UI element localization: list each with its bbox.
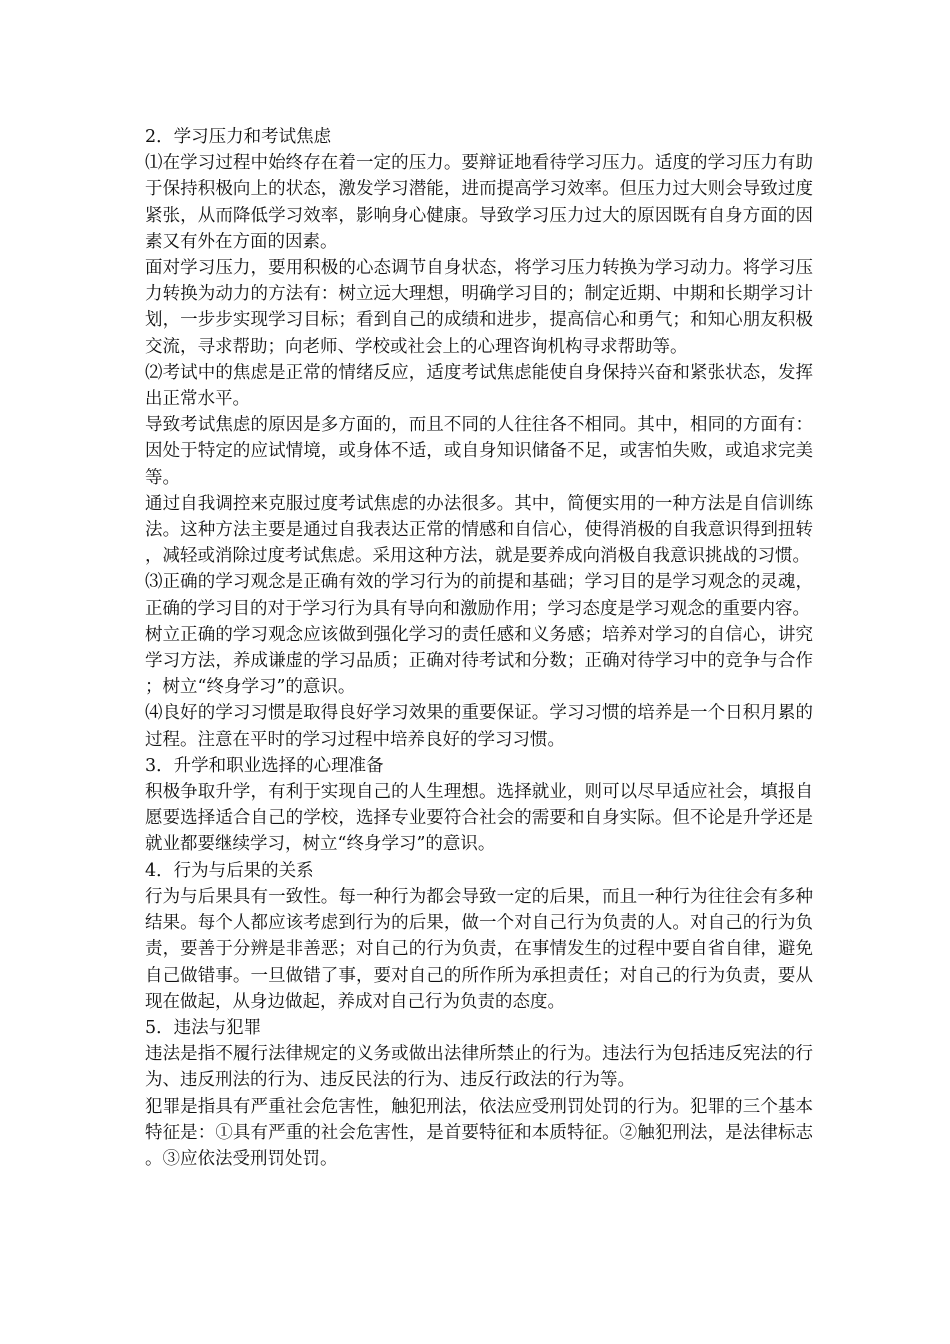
paragraph-exam-anxiety-methods: 通过自我调控来克服过度考试焦虑的办法很多。其中，简便实用的一种方法是自信训练法。这种方法主要是通过自我表达正常的情感和自信心，使得消极的自我意识得到扭转，减轻或消除过度考试焦虑。采用这种方法，就是要养成向消极自我意识挑战的习惯。	[145, 493, 813, 567]
paragraph-learning-habits: ⑷良好的学习习惯是取得良好学习效果的重要保证。学习习惯的培养是一个日积月累的过程。注意在平时的学习过程中培养良好的学习习惯。	[145, 703, 813, 750]
paragraph-crime-definition: 犯罪是指具有严重社会危害性，触犯刑法，依法应受刑罚处罚的行为。犯罪的三个基本特征是：①具有严重的社会危害性，是首要特征和本质特征。②触犯刑法，是法律标志。③应依法受刑罚处罚。	[145, 1096, 813, 1169]
document-body	[145, 124, 813, 1172]
paragraph-learning-concept: ⑶正确的学习观念是正确有效的学习行为的前提和基础；学习目的是学习观念的灵魂，正确的学习目的对于学习行为具有导向和激励作用；学习态度是学习观念的重要内容。	[145, 572, 813, 619]
paragraph-pressure-methods: 面对学习压力，要用积极的心态调节自身状态，将学习压力转换为学习动力。将学习压力转换为动力的方法有：树立远大理想，明确学习目的；制定近期、中期和长期学习计划，一步步实现学习目标；看到自己的成绩和进步，提高信心和勇气；和知心朋友积极交流，寻求帮助；向老师、学校或社会上的心理咨询机构寻求帮助等。	[145, 258, 813, 357]
paragraph-behavior-consequence: 行为与后果具有一致性。每一种行为都会导致一定的后果，而且一种行为往往会有多种结果。每个人都应该考虑到行为的后果，做一个对自己行为负责的人。对自己的行为负责，要善于分辨是非善恶；对自己的行为负责，在事情发生的过程中要自省自律，避免自己做错事。一旦做错了事，要对自己的所作所为承担责任；对自己的行为负责，要从现在做起，从身边做起，养成对自己行为负责的态度。	[145, 886, 813, 1012]
section-heading-learning-pressure: 2．学习压力和考试焦虑	[145, 127, 332, 147]
paragraph-exam-anxiety-causes: 导致考试焦虑的原因是多方面的，而且不同的人往往各不相同。其中，相同的方面有：因处于特定的应试情境，或身体不适，或自身知识储备不足，或害怕失败，或追求完美等。	[145, 415, 813, 488]
paragraph-exam-anxiety-intro: ⑵考试中的焦虑是正常的情绪反应，适度考试焦虑能使自身保持兴奋和紧张状态，发挥出正常水平。	[145, 362, 813, 410]
section-heading-career-choice: 3．升学和职业选择的心理准备	[145, 755, 384, 776]
section-heading-law-crime: 5．违法与犯罪	[145, 1017, 262, 1038]
paragraph-illegal-definition: 违法是指不履行法律规定的义务或做出法律所禁止的行为。违法行为包括违反宪法的行为、违反刑法的行为、违反民法的行为、违反行政法的行为等。	[145, 1044, 813, 1091]
paragraph-learning-concept-how: 树立正确的学习观念应该做到强化学习的责任感和义务感；培养对学习的自信心，讲究学习方法，养成谦虚的学习品质；正确对待考试和分数；正确对待学习中的竞争与合作；树立“终身学习”的意识。	[145, 624, 813, 698]
paragraph-career-choice: 积极争取升学，有利于实现自己的人生理想。选择就业，则可以尽早适应社会，填报自愿要选择适合自己的学校，选择专业要符合社会的需要和自身实际。但不论是升学还是就业都要继续学习，树立“终身学习”的意识。	[145, 782, 813, 855]
paragraph-pressure-intro: ⑴在学习过程中始终存在着一定的压力。要辩证地看待学习压力。适度的学习压力有助于保持积极向上的状态，激发学习潜能，进而提高学习效率。但压力过大则会导致过度紧张，从而降低学习效率，影响身心健康。导致学习压力过大的原因既有自身方面的因素又有外在方面的因素。	[145, 153, 813, 252]
section-heading-behavior-consequence: 4．行为与后果的关系	[145, 860, 314, 881]
